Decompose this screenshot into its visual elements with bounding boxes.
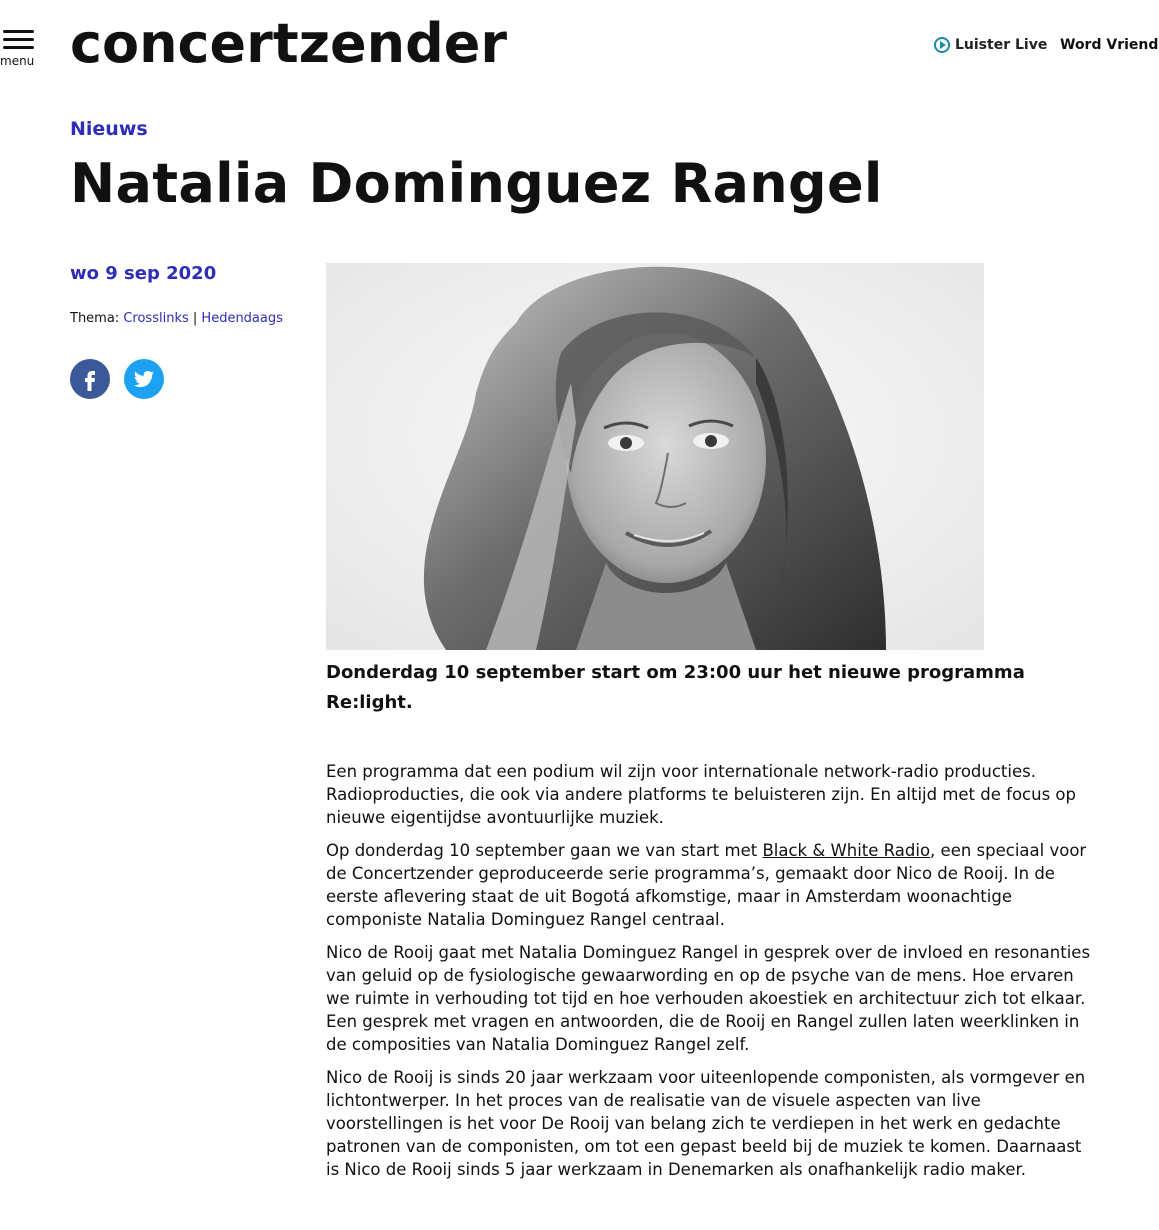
thema-separator: | bbox=[192, 311, 198, 326]
category-link[interactable]: Nieuws bbox=[70, 118, 148, 140]
hamburger-icon bbox=[3, 30, 34, 54]
paragraph-2 bbox=[326, 839, 1096, 931]
menu-label: menu bbox=[0, 54, 35, 68]
article-date: wo 9 sep 2020 bbox=[70, 263, 217, 284]
paragraph-3: Nico de Rooij gaat met Natalia Dominguez Rangel in gesprek over de invloed en resonanties van geluid op de fysiologische gewaarwording en op de psyche van de mens. Hoe ervaren we ruimte in verhouding tot tijd en hoe verhouden akoestiek en architectuur zich tot elkaar. Een gesprek met vragen en antwoorden, die de Rooij en Rangel zullen laten weerklinken in de composities van Natalia Dominguez Rangel zelf. bbox=[326, 943, 1091, 1054]
thema-line bbox=[70, 311, 283, 326]
article-body bbox=[326, 760, 1096, 1191]
listen-live-button[interactable] bbox=[934, 37, 1047, 53]
paragraph-1: Een programma dat een podium wil zijn voor internationale network-radio producties. Radioproducties, die ook via andere platforms te beluisteren zijn. En altijd met de focus op nieuwe eigentijdse avontuurlijke muziek. bbox=[326, 762, 1076, 827]
thema-link-hedendaags[interactable]: Hedendaags bbox=[201, 311, 283, 326]
facebook-icon bbox=[78, 367, 102, 391]
menu-button[interactable] bbox=[0, 30, 36, 70]
article-lead: Donderdag 10 september start om 23:00 uur het nieuwe programma Re:light. bbox=[326, 662, 1025, 713]
portrait-image bbox=[326, 263, 984, 650]
listen-live-label: Luister Live bbox=[955, 37, 1048, 53]
paragraph-2-after: , een speciaal voor de Concertzender geproduceerde serie programma’s, gemaakt door Nico de Rooij. In de eerste aflevering staat de uit Bogotá afkomstige, maar in Amsterdam woonachtige componiste Natalia Dominguez Rangel centraal. bbox=[326, 841, 1087, 929]
thema-link-crosslinks[interactable]: Crosslinks bbox=[123, 311, 189, 326]
thema-label: Thema: bbox=[70, 311, 120, 326]
twitter-share-button[interactable] bbox=[124, 359, 164, 399]
page-title: Natalia Dominguez Rangel bbox=[70, 152, 883, 215]
twitter-icon bbox=[132, 367, 156, 391]
black-white-radio-link[interactable]: Black & White Radio bbox=[762, 841, 931, 860]
word-vriend-link[interactable]: Word Vriend bbox=[1060, 37, 1159, 53]
paragraph-2-before: Op donderdag 10 september gaan we van start met bbox=[326, 841, 763, 860]
paragraph-4: Nico de Rooij is sinds 20 jaar werkzaam voor uiteenlopende componisten, als vormgever en lichtontwerper. In het proces van de realisatie van de visuele aspecten van live voorstellingen is het voor De Rooij van belang zich te verdiepen in het werk en gedachte patronen van de componisten, om tot een gepast beeld bij de muziek te komen. Daarnaast is Nico de Rooij sinds 5 jaar werkzaam in Denemarken als onafhankelijk radio maker. bbox=[326, 1068, 1086, 1179]
site-logo[interactable]: concertzender bbox=[70, 12, 508, 75]
play-circle-icon bbox=[934, 37, 950, 53]
facebook-share-button[interactable] bbox=[70, 359, 110, 399]
share-buttons bbox=[70, 359, 164, 399]
portrait-photo bbox=[326, 263, 984, 650]
